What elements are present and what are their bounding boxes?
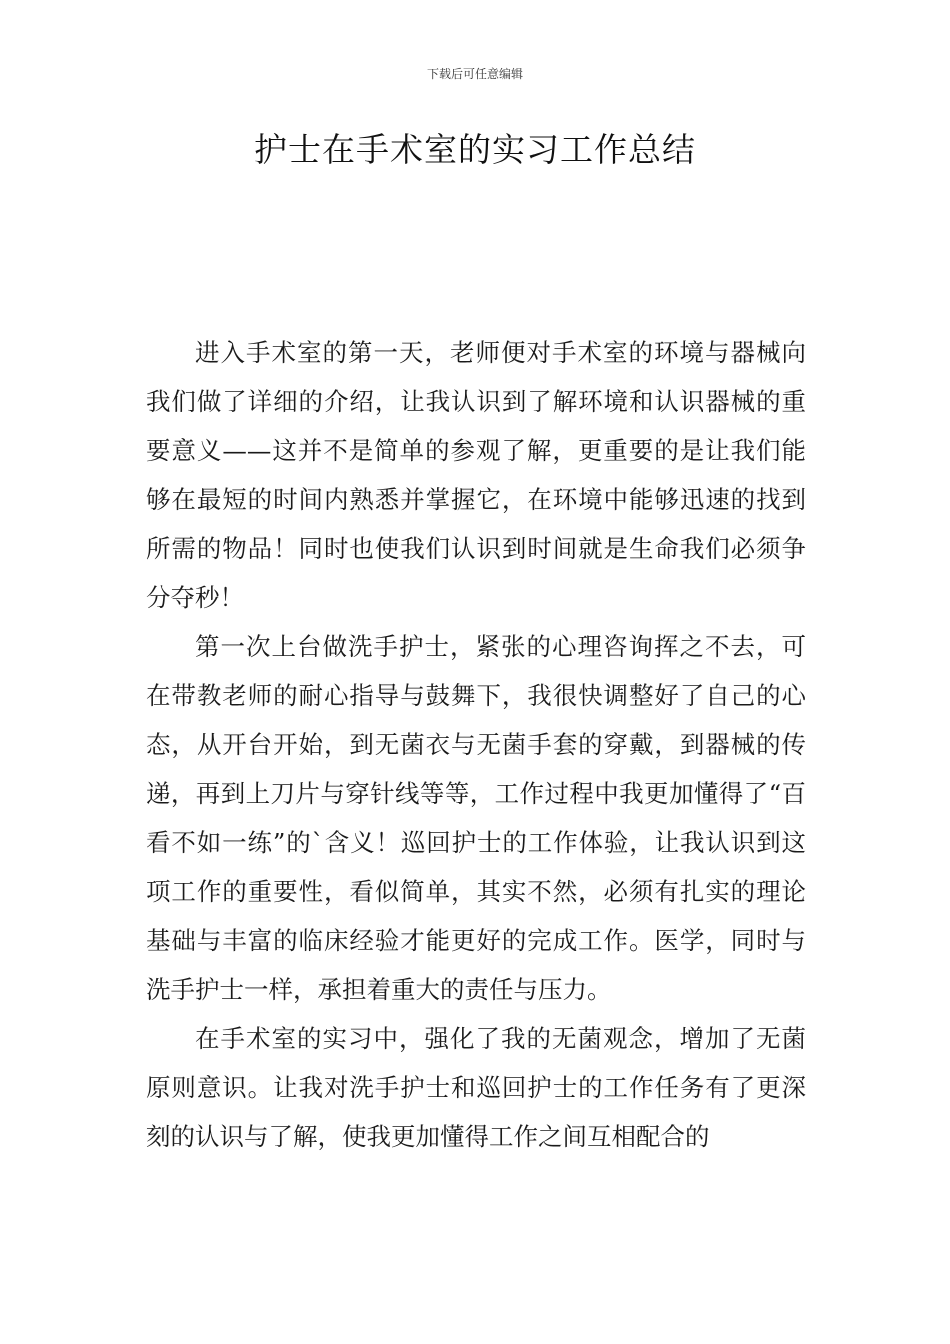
document-body: [146, 328, 806, 1161]
paragraph-3: 在手术室的实习中，强化了我的无菌观念，增加了无菌原则意识。让我对洗手护士和巡回护士的工作任务有了更深刻的认识与了解，使我更加懂得工作之间互相配合的: [146, 1024, 806, 1151]
paragraph-2: 第一次上台做洗手护士，紧张的心理咨询挥之不去，可在带教老师的耐心指导与鼓舞下，我很快调整好了自己的心态，从开台开始，到无菌衣与无菌手套的穿戴，到器械的传递，再到上刀片与穿针线等等，工作过程中我更加懂得了“百看不如一练”的`含义！巡回护士的工作体验，让我认识到这项工作的重要性，看似简单，其实不然，必须有扎实的理论基础与丰富的临床经验才能更好的完成工作。医学，同时与洗手护士一样，承担着重大的责任与压力。: [146, 632, 806, 1004]
header-note: 下载后可任意编辑: [426, 67, 523, 81]
document-title: 护士在手术室的实习工作总结: [254, 130, 696, 169]
paragraph-1: 进入手术室的第一天，老师便对手术室的环境与器械向我们做了详细的介绍，让我认识到了解环境和认识器械的重要意义——这并不是简单的参观了解，更重要的是让我们能够在最短的时间内熟悉并掌握它，在环境中能够迅速的找到所需的物品！同时也使我们认识到时间就是生命我们必须争分夺秒！: [146, 338, 806, 612]
